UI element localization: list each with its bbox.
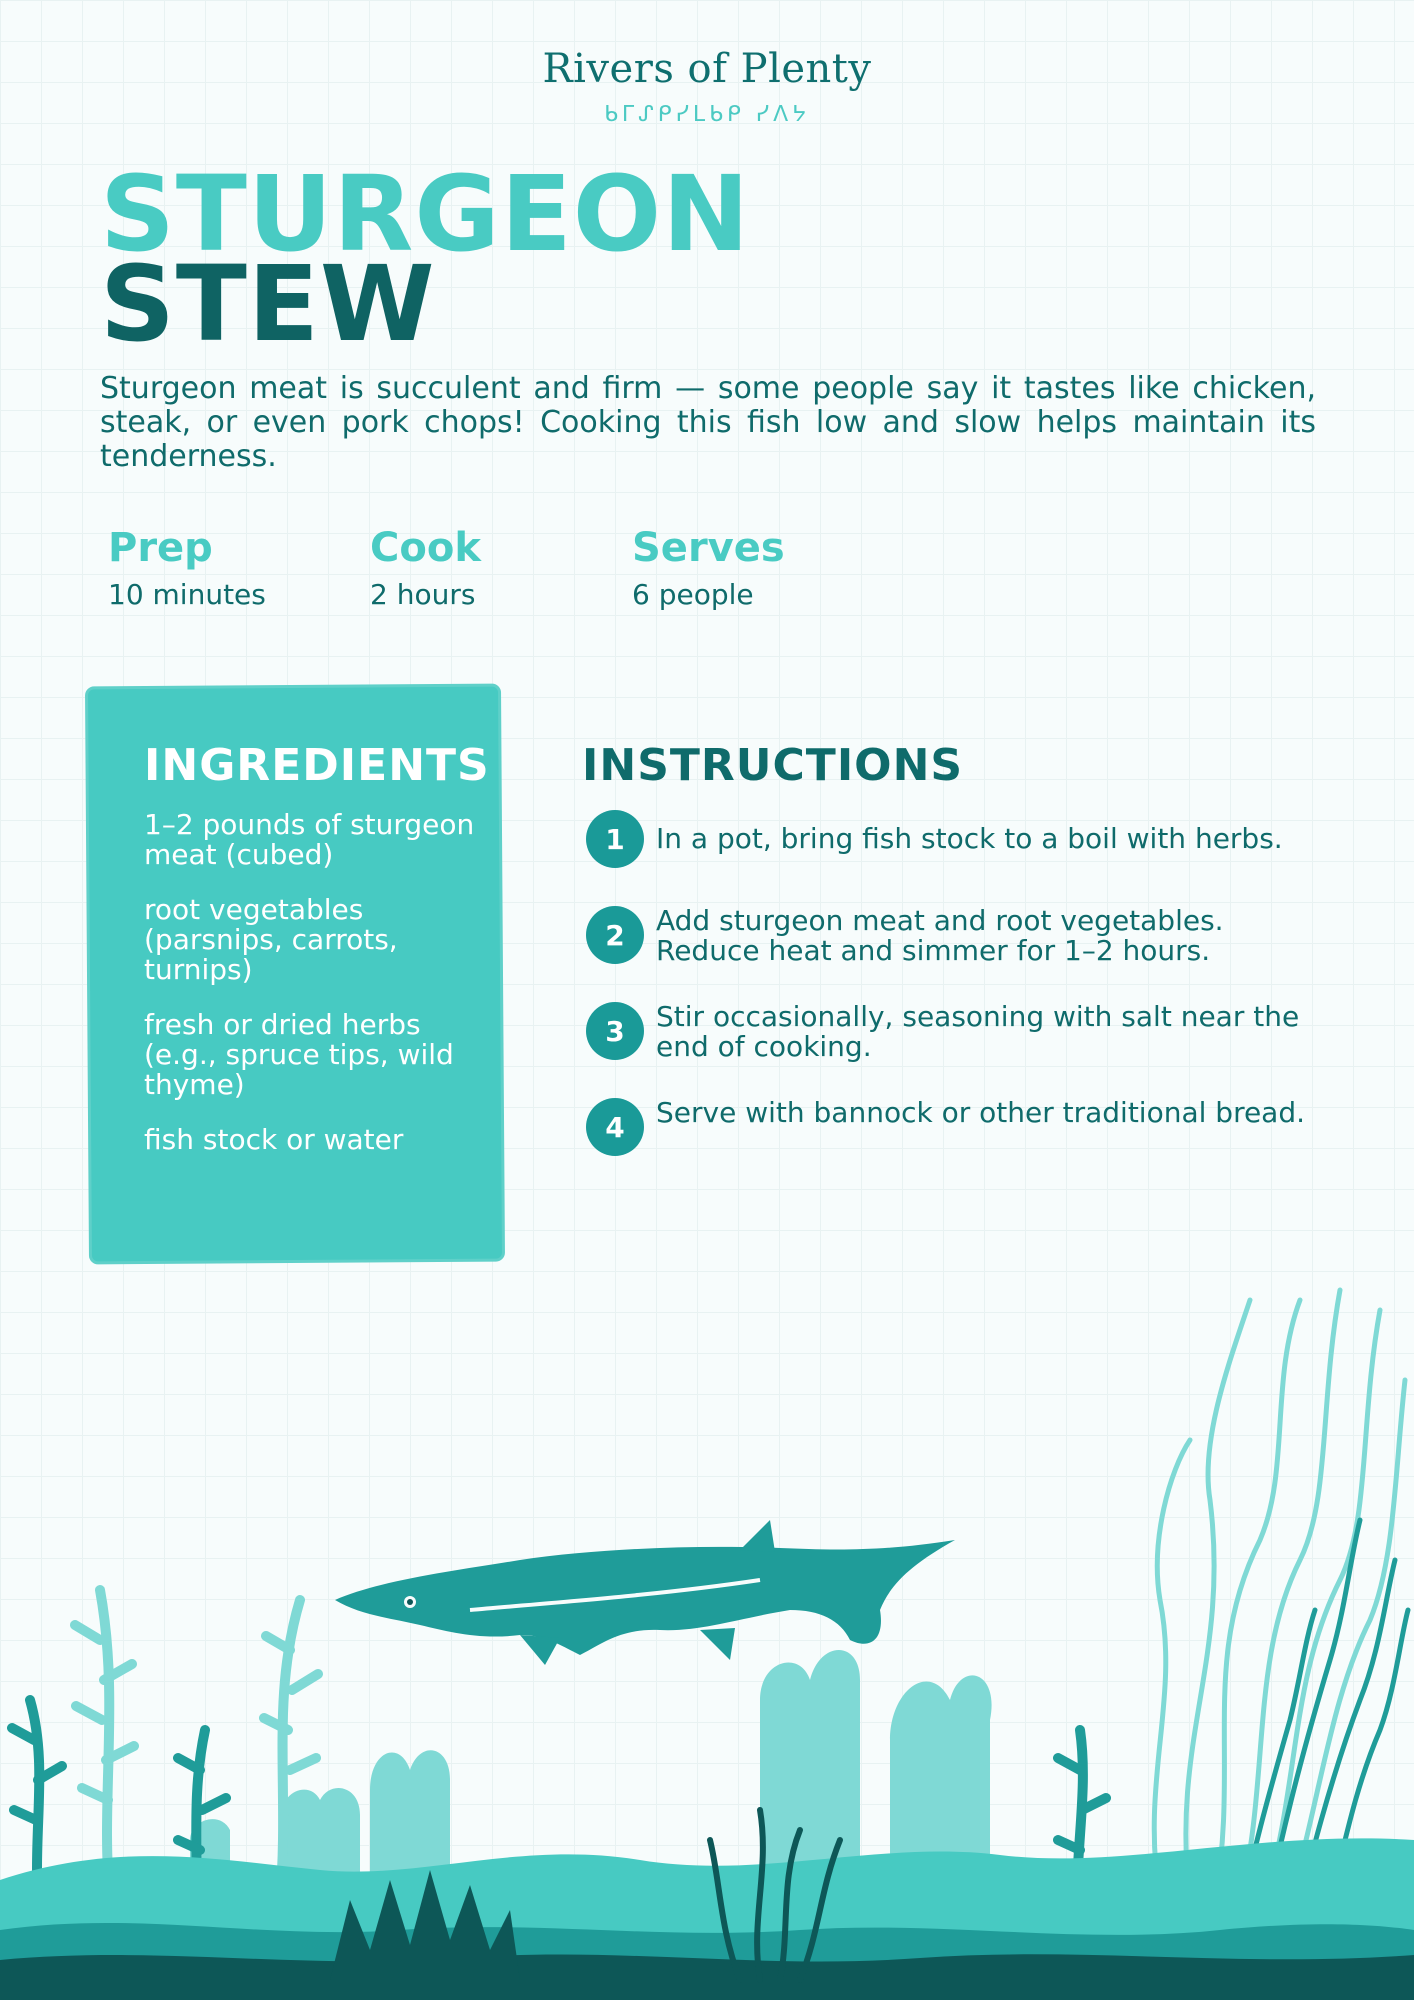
meta-serves-value: 6 people xyxy=(632,578,754,611)
step-number-badge: 3 xyxy=(586,1002,644,1060)
meta-serves-label: Serves xyxy=(632,525,785,571)
ingredient-item: fresh or dried herbs (e.g., spruce tips, wild thyme) xyxy=(144,1008,454,1101)
ingredient-item: fish stock or water xyxy=(144,1123,404,1156)
brand-syllabics: ᑲᒥᔑᑭᓯᒪᑲᑭ ᓯᐱᔭ xyxy=(604,102,810,127)
instructions-title: INSTRUCTIONS xyxy=(582,740,964,791)
meta-prep-label: Prep xyxy=(108,525,213,571)
meta-serves xyxy=(632,524,785,611)
step-text: Serve with bannock or other traditional bread. xyxy=(656,1096,1306,1129)
step-text: In a pot, bring fish stock to a boil with herbs. xyxy=(656,822,1283,855)
instruction-step xyxy=(586,810,1326,868)
ingredients-title: INGREDIENTS xyxy=(144,740,490,791)
ingredient-item: root vegetables (parsnips, carrots, turnips) xyxy=(144,893,398,986)
meta-cook-label: Cook xyxy=(370,525,481,571)
ingredient-item: 1–2 pounds of sturgeon meat (cubed) xyxy=(144,808,475,871)
step-text: Stir occasionally, seasoning with salt near the end of cooking. xyxy=(656,1000,1300,1063)
step-text: Add sturgeon meat and root vegetables. Reduce heat and simmer for 1–2 hours. xyxy=(656,904,1224,967)
meta-cook xyxy=(370,524,481,611)
instruction-step xyxy=(586,1002,1326,1062)
step-number-badge: 1 xyxy=(586,810,644,868)
seabed-floor xyxy=(0,1954,1414,2000)
recipe-title-line-2: STEW xyxy=(100,243,436,365)
brand-header xyxy=(0,46,1414,127)
meta-prep xyxy=(108,524,266,611)
ingredients-list xyxy=(144,810,480,1180)
meta-prep-value: 10 minutes xyxy=(108,578,266,611)
recipe-title-line-1: STURGEON xyxy=(100,153,751,275)
instruction-step xyxy=(586,906,1326,966)
meta-cook-value: 2 hours xyxy=(370,578,476,611)
underwater-illustration xyxy=(0,1140,1414,2000)
step-number-badge: 4 xyxy=(586,1098,644,1156)
brand-title: Rivers of Plenty xyxy=(542,46,872,92)
seaweed-icon xyxy=(1154,1290,1405,1900)
recipe-intro: Sturgeon meat is succulent and firm — some people say it tastes like chicken, steak, or even pork chops! Cooking this fish low and slow helps maintain its tenderness. xyxy=(100,371,1316,474)
sturgeon-icon xyxy=(335,1520,955,1665)
step-number-badge: 2 xyxy=(586,906,644,964)
